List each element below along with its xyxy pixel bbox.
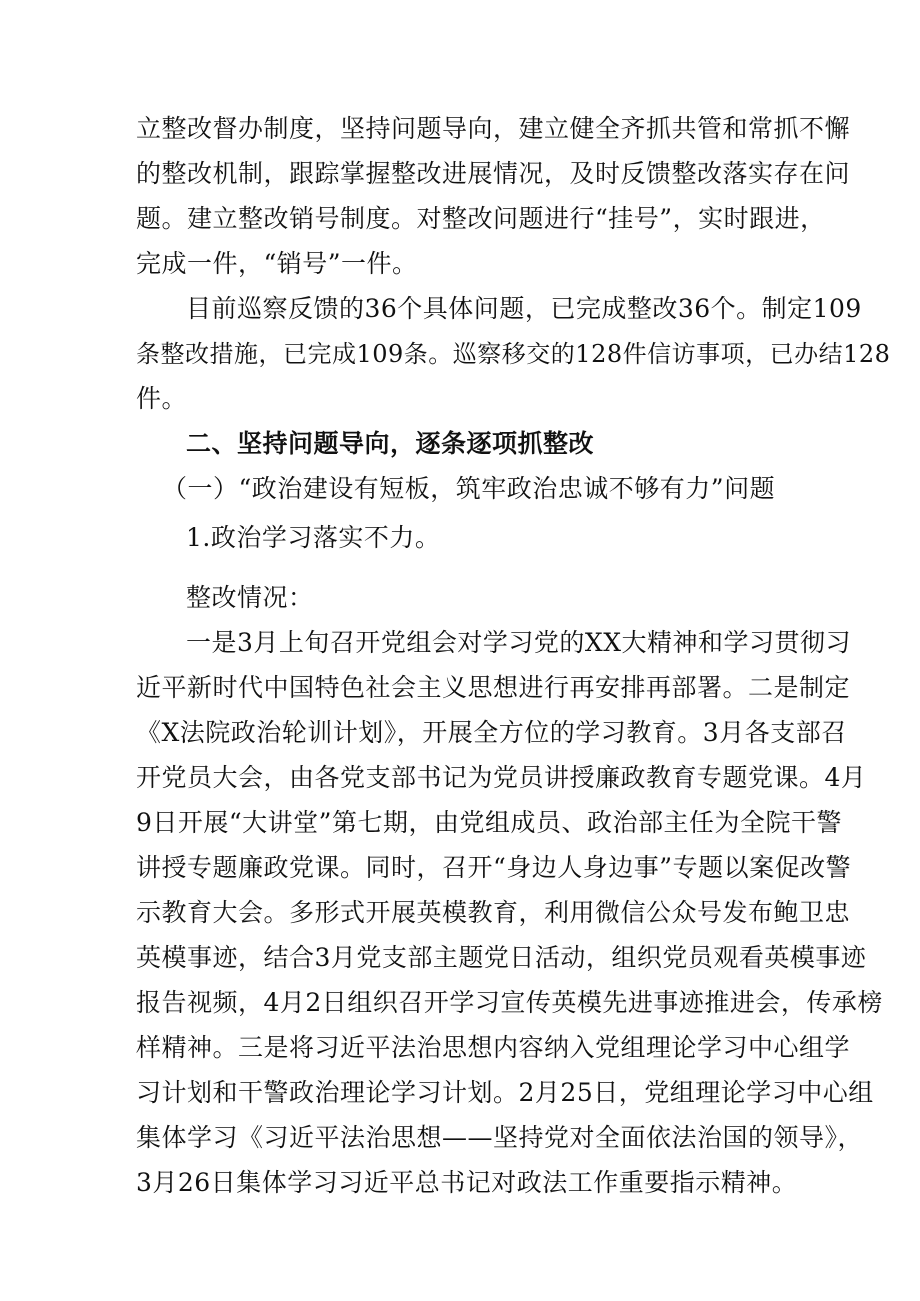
subheading: （一）“政治建设有短板，筑牢政治忠诚不够有力”问题 [162,474,776,503]
text-line: 样精神。三是将习近平法治思想内容纳入党组理论学习中心组学 [136,1033,851,1062]
text-line: 立整改督办制度，坚持问题导向，建立健全齐抓共管和常抓不懈 [136,114,851,143]
text-line: 条整改措施，已完成109条。巡察移交的128件信访事项，已办结128 [136,340,891,368]
text-line: 3月26日集体学习习近平总书记对政法工作重要指示精神。 [136,1168,798,1197]
text-line: 题。建立整改销号制度。对整改问题进行“挂号”，实时跟进， [136,204,826,233]
text-line: 示教育大会。多形式开展英模教育，利用微信公众号发布鲍卫忠 [136,898,851,927]
text-line: 英模事迹，结合3月党支部主题党日活动，组织党员观看英模事迹 [136,943,867,972]
text-line: 目前巡察反馈的36个具体问题，已完成整改36个。制定109 [186,294,862,323]
text-line: 近平新时代中国特色社会主义思想进行再安排再部署。二是制定 [136,673,851,702]
text-line: 报告视频，4月2日组织召开学习宣传英模先进事迹推进会，传承榜 [136,988,883,1017]
text-line: 习计划和干警政治理论学习计划。2月25日，党组理论学习中心组 [136,1078,874,1107]
text-line: 完成一件，“销号”一件。 [136,249,418,278]
text-line: 件。 [136,384,188,413]
text-line: 一是3月上旬召开党组会对学习党的XX大精神和学习贯彻习 [186,628,852,657]
text-line: 9日开展“大讲堂”第七期，由党组成员、政治部主任为全院干警 [136,808,842,837]
text-line: 集体学习《习近平法治思想——坚持党对全面依法治国的领导》， [136,1123,864,1152]
text-line: 的整改机制，跟踪掌握整改进展情况，及时反馈整改落实存在问 [136,159,851,188]
text-line: 讲授专题廉政党课。同时，召开“身边人身边事”专题以案促改警 [136,853,852,882]
text-line: 开党员大会，由各党支部书记为党员讲授廉政教育专题党课。4月 [136,763,867,792]
item-title: 1.政治学习落实不力。 [186,523,441,552]
section-heading: 二、坚持问题导向，逐条逐项抓整改 [186,429,595,458]
text-line: 《X法院政治轮训计划》，开展全方位的学习教育。3月各支部召 [136,718,847,747]
status-label: 整改情况： [186,583,314,612]
